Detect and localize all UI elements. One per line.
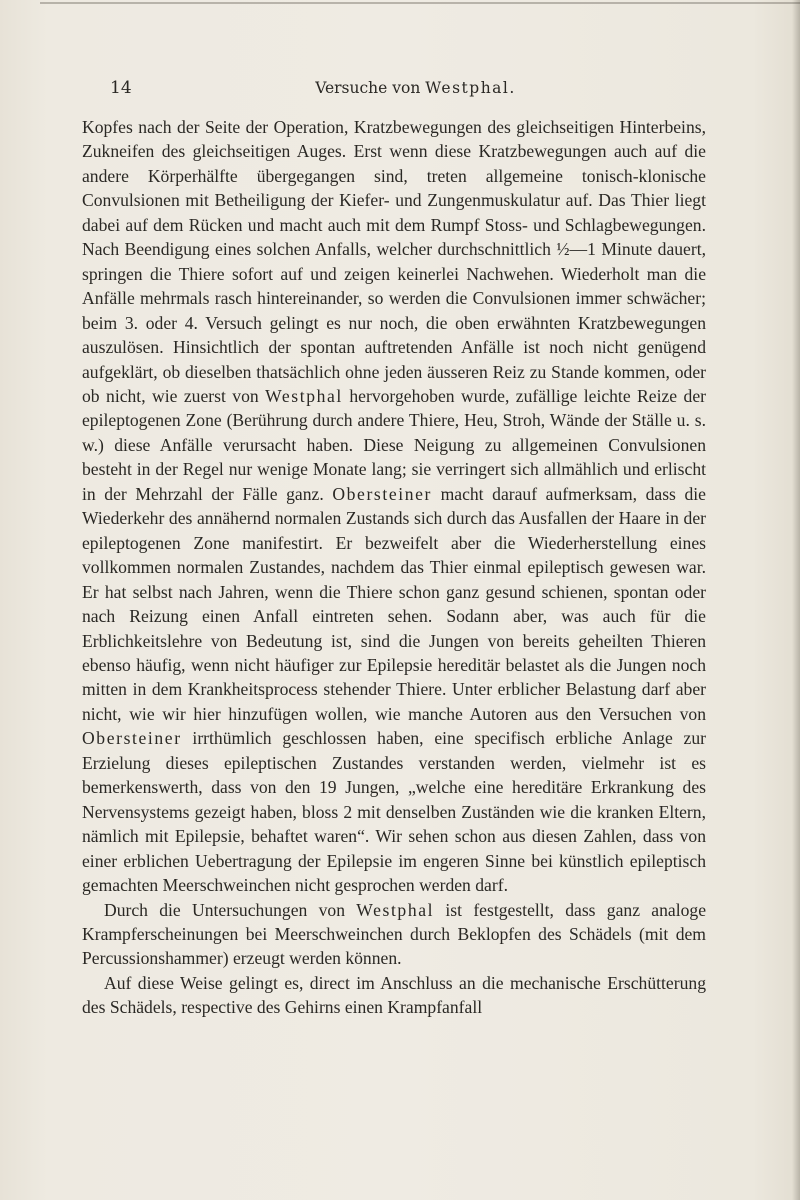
top-edge-rule	[40, 2, 800, 4]
body-text	[82, 115, 706, 1020]
running-title-name: Westphal.	[425, 79, 516, 97]
text-run: ist festgestellt, dass ganz analoge Krampferscheinungen bei Meerschweinchen durch Beklopfen des Schädels (mit dem Percussionshammer) erzeugt werden können.	[82, 899, 707, 969]
paragraph	[82, 971, 706, 1020]
author-name: Westphal	[356, 899, 435, 920]
text-run: hervorgehoben wurde, zufällige leichte Reize der epileptogenen Zone (Berührung durch andere Thiere, Heu, Stroh, Wände der Ställe u. s. w.) diese Anfälle verursacht haben. Diese Neigung zu allgemeinen Convulsionen besteht in der Regel nur wenige Monate lang; sie verringert sich allmählich und erlischt in der Mehrzahl der Fälle ganz.	[82, 385, 706, 504]
text-run: Durch die Untersuchungen von	[104, 899, 357, 920]
author-name: Obersteiner	[82, 728, 182, 749]
page-header	[110, 78, 705, 102]
page-number: 14	[110, 78, 132, 98]
page-edge-shadow	[792, 0, 800, 1200]
text-run: Auf diese Weise gelingt es, direct im Anschluss an die mechanische Erschütterung des Schädels, respective des Gehirns einen Krampfanfall	[82, 972, 706, 1018]
paragraph	[82, 898, 706, 971]
text-run: macht darauf aufmerksam, dass die Wiederkehr des annähernd normalen Zustands sich durch das Ausfallen der Haare in der epileptogenen Zone manifestirt. Er bezweifelt aber die Wiederherstellung eines vollkommen normalen Zustandes, nachdem das Thier einmal epileptisch gewesen war. Er hat selbst nach Jahren, wenn die Thiere schon ganz gesund schienen, spontan oder nach Reizung einen Anfall eintreten sehen. Sodann aber, was auch für die Erblichkeitslehre von Bedeutung ist, sind die Jungen von bereits geheilten Thieren ebenso häufig, wenn nicht häufiger zur Epilepsie hereditär belastet als die Jungen noch mitten in dem Krankheitsprocess stehender Thiere. Unter erblicher Belastung darf aber nicht, wie wir hier hinzufügen wollen, wie manche Autoren aus den Versuchen von	[82, 483, 706, 724]
author-name: Westphal	[265, 385, 343, 406]
author-name: Obersteiner	[332, 483, 432, 504]
text-run: irrthümlich geschlossen haben, eine specifisch erbliche Anlage zur Erzielung dieses epileptischen Zustandes verstanden werden, vielmehr ist es bemerkenswerth, dass von den 19 Jungen, „welche eine hereditäre Erkrankung des Nervensystems gezeigt haben, bloss 2 mit denselben Zuständen wie die kranken Eltern, nämlich mit Epilepsie, behaftet waren“. Wir sehen schon aus diesen Zahlen, dass von einer erblichen Uebertragung der Epilepsie im engeren Sinne bei künstlich epileptisch gemachten Meerschweinchen nicht gesprochen werden darf.	[82, 728, 706, 896]
running-title-prefix: Versuche von	[315, 79, 426, 97]
text-run: Kopfes nach der Seite der Operation, Kratzbewegungen des gleichseitigen Hinterbeins, Zukneifen des gleichseitigen Auges. Erst wenn diese Kratzbewegungen auch auf die andere Körperhälfte übergegangen sind, treten allgemeine tonisch-klonische Convulsionen mit Betheiligung der Kiefer- und Zungenmuskulatur auf. Das Thier liegt dabei auf dem Rücken und macht auch mit dem Rumpf Stoss- und Schlagbewegungen. Nach Beendigung eines solchen Anfalls, welcher durchschnittlich ½—1 Minute dauert, springen die Thiere sofort auf und zeigen keinerlei Nachwehen. Wiederholt man die Anfälle mehrmals rasch hintereinander, so werden die Convulsionen immer schwächer; beim 3. oder 4. Versuch gelingt es nur noch, die oben erwähnten Kratzbewegungen auszulösen. Hinsichtlich der spontan auftretenden Anfälle ist noch nicht genügend aufgeklärt, ob dieselben thatsächlich ohne jeden äusseren Reiz zu Stande kommen, oder ob nicht, wie zuerst von	[82, 117, 706, 406]
paragraph	[82, 115, 706, 898]
running-title	[110, 79, 705, 97]
